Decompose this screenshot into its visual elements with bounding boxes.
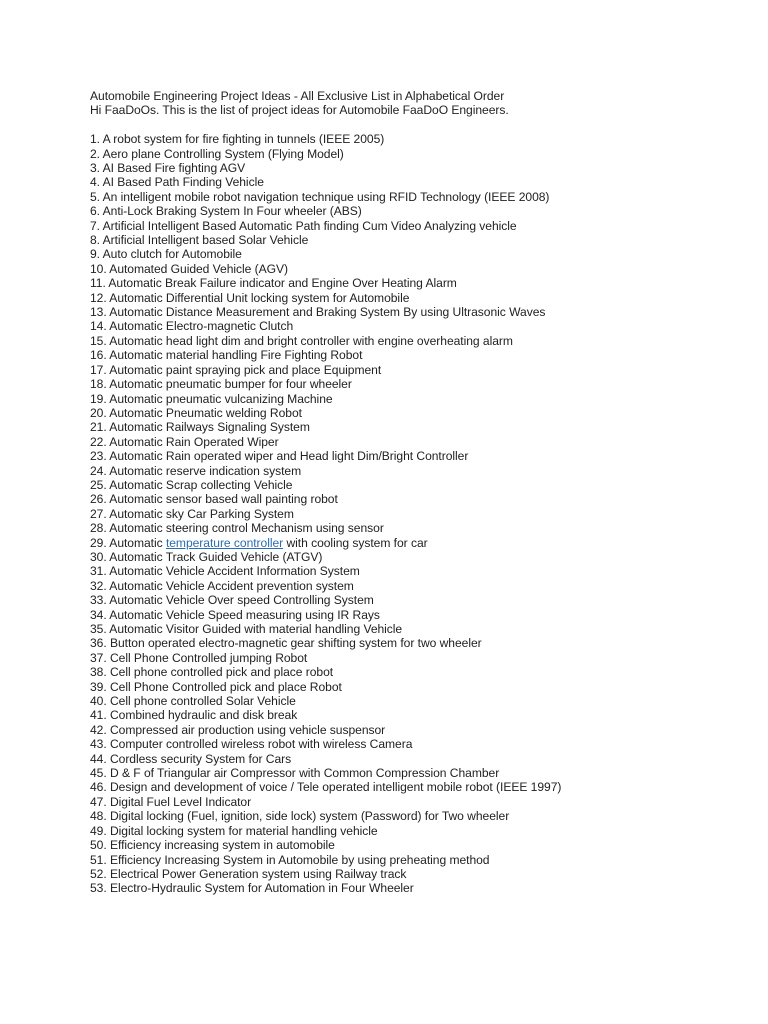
list-item: 16. Automatic material handling Fire Fighting Robot	[90, 348, 363, 363]
list-item: 39. Cell Phone Controlled pick and place Robot	[90, 679, 342, 694]
item-29-prefix: 29. Automatic	[90, 535, 166, 550]
list-item: 37. Cell Phone Controlled jumping Robot	[90, 650, 308, 665]
list-item: 47. Digital Fuel Level Indicator	[90, 794, 252, 809]
list-item: 2. Aero plane Controlling System (Flying Model)	[90, 146, 344, 161]
list-item: 17. Automatic paint spraying pick and place Equipment	[90, 362, 382, 377]
list-item: 26. Automatic sensor based wall painting robot	[90, 492, 338, 507]
list-item: 53. Electro-Hydraulic System for Automation in Four Wheeler	[90, 881, 414, 896]
list-item: 11. Automatic Break Failure indicator and Engine Over Heating Alarm	[90, 276, 457, 291]
list-item: 5. An intelligent mobile robot navigation technique using RFID Technology (IEEE 2008)	[90, 189, 550, 204]
list-item: 14. Automatic Electro-magnetic Clutch	[90, 319, 294, 334]
list-item: 4. AI Based Path Finding Vehicle	[90, 175, 264, 190]
list-item: 25. Automatic Scrap collecting Vehicle	[90, 477, 293, 492]
list-item: 33. Automatic Vehicle Over speed Controlling System	[90, 593, 374, 608]
list-item: 24. Automatic reserve indication system	[90, 463, 302, 478]
list-item: 19. Automatic pneumatic vulcanizing Machine	[90, 391, 333, 406]
project-ideas-list	[90, 132, 750, 896]
list-item: 31. Automatic Vehicle Accident Information System	[90, 564, 360, 579]
list-item: 43. Computer controlled wireless robot with wireless Camera	[90, 737, 413, 752]
list-item: 21. Automatic Railways Signaling System	[90, 420, 310, 435]
document-body	[90, 89, 750, 896]
list-item: 34. Automatic Vehicle Speed measuring using IR Rays	[90, 607, 380, 622]
document-title: Automobile Engineering Project Ideas - All Exclusive List in Alphabetical Order	[90, 89, 505, 103]
document-intro: Hi FaaDoOs. This is the list of project ideas for Automobile FaaDoO Engineers.	[90, 103, 509, 118]
list-item: 18. Automatic pneumatic bumper for four wheeler	[90, 377, 352, 392]
list-item: 49. Digital locking system for material handling vehicle	[90, 823, 378, 838]
list-item: 9. Auto clutch for Automobile	[90, 247, 242, 262]
list-item: 15. Automatic head light dim and bright controller with engine overheating alarm	[90, 333, 513, 348]
list-item: 38. Cell phone controlled pick and place robot	[90, 665, 334, 680]
list-item: 50. Efficiency increasing system in automobile	[90, 838, 335, 853]
list-item: 41. Combined hydraulic and disk break	[90, 708, 298, 723]
paragraph-gap	[90, 118, 750, 132]
list-item: 51. Efficiency Increasing System in Automobile by using preheating method	[90, 852, 490, 867]
list-item: 10. Automated Guided Vehicle (AGV)	[90, 261, 288, 276]
list-item: 48. Digital locking (Fuel, ignition, side lock) system (Password) for Two wheeler	[90, 809, 510, 824]
list-item: 28. Automatic steering control Mechanism using sensor	[90, 521, 384, 536]
list-item: 1. A robot system for fire fighting in tunnels (IEEE 2005)	[90, 132, 385, 147]
list-item: 8. Artificial Intelligent based Solar Vehicle	[90, 233, 309, 248]
list-item: 42. Compressed air production using vehicle suspensor	[90, 722, 386, 737]
list-item: 7. Artificial Intelligent Based Automatic Path finding Cum Video Analyzing vehicle	[90, 218, 517, 233]
list-item: 36. Button operated electro-magnetic gear shifting system for two wheeler	[90, 636, 482, 651]
list-item: 27. Automatic sky Car Parking System	[90, 506, 294, 521]
list-item: 20. Automatic Pneumatic welding Robot	[90, 405, 302, 420]
list-item: 44. Cordless security System for Cars	[90, 751, 292, 766]
item-29-suffix: with cooling system for car	[283, 535, 428, 550]
list-item: 52. Electrical Power Generation system using Railway track	[90, 866, 407, 881]
list-item: 3. AI Based Fire fighting AGV	[90, 161, 246, 176]
list-item: 30. Automatic Track Guided Vehicle (ATGV)	[90, 549, 323, 564]
list-item: 12. Automatic Differential Unit locking system for Automobile	[90, 290, 410, 305]
list-item: 45. D & F of Triangular air Compressor with Common Compression Chamber	[90, 766, 500, 781]
list-item: 22. Automatic Rain Operated Wiper	[90, 434, 279, 449]
list-item: 13. Automatic Distance Measurement and Braking System By using Ultrasonic Waves	[90, 305, 546, 320]
temperature-controller-link[interactable]: temperature controller	[165, 535, 284, 550]
list-item: 46. Design and development of voice / Tele operated intelligent mobile robot (IEEE 1997)	[90, 780, 562, 795]
list-item: 32. Automatic Vehicle Accident prevention system	[90, 578, 354, 593]
list-item: 40. Cell phone controlled Solar Vehicle	[90, 694, 296, 709]
list-item: 23. Automatic Rain operated wiper and Head light Dim/Bright Controller	[90, 449, 469, 464]
list-item: 6. Anti-Lock Braking System In Four wheeler (ABS)	[90, 204, 362, 219]
list-item: 35. Automatic Visitor Guided with material handling Vehicle	[90, 622, 403, 637]
list-item	[90, 536, 750, 550]
